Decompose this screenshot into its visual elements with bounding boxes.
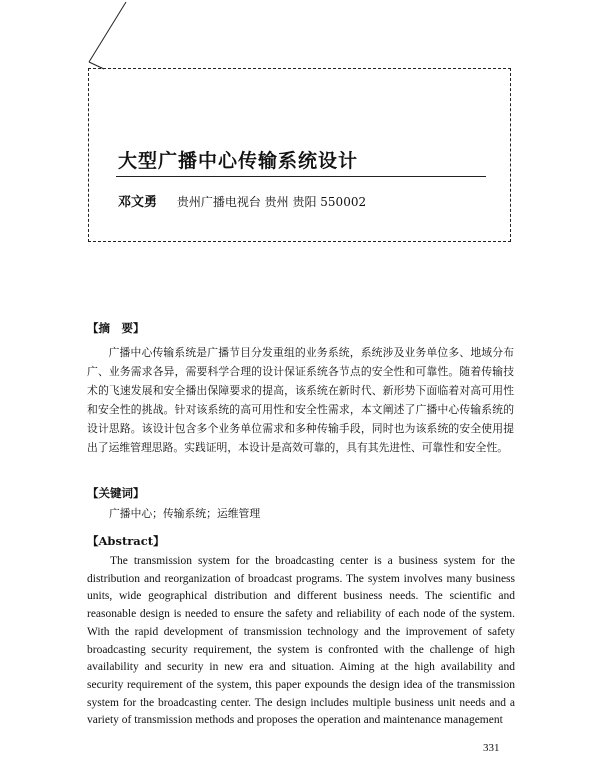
keywords-heading: 【关键词】	[87, 486, 145, 500]
author-line	[118, 191, 366, 210]
page-number: 331	[483, 742, 500, 754]
author-name: 邓文勇	[118, 195, 158, 210]
abstract-en-text: The transmission system for the broadcasting center is a business system for the distribution and reorganization of broadcast programs. The system involves many business units, wide geographical distribution and different business needs. The scientific and reasonable design is needed to ensure the safety and reliability of each node of the system. With the rapid development of transmission technology and the improvement of safety broadcasting security requirement, the system is confronted with the challenge of high availability and security in new era and situation. Aiming at the high availability and security requirement of the system, this paper expounds the design idea of the transmission system for the broadcasting center. The design includes multiple business unit needs and a variety of transmission methods and proposes the operation and maintenance management	[87, 555, 515, 727]
abstract-cn-text: 广播中心传输系统是广播节目分发重组的业务系统，系统涉及业务单位多、地域分布广、业务需求各异，需要科学合理的设计保证系统各节点的安全性和可靠性。随着传输技术的飞速发展和安全播出保障要求的提高，该系统在新时代、新形势下面临着对高可用性和安全性的挑战。针对该系统的高可用性和安全性需求，本文阐述了广播中心传输系统的设计思路。该设计包含多个业务单位需求和多种传输手段，同时也为该系统的安全使用提出了运维管理思路。实践证明，本设计是高效可靠的，具有其先进性、可靠性和安全性。	[87, 346, 514, 454]
abstract-en-heading: 【Abstract】	[87, 534, 165, 548]
paper-title: 大型广播中心传输系统设计	[118, 150, 359, 172]
keywords-text: 广播中心；传输系统；运维管理	[109, 507, 261, 520]
title-divider	[116, 176, 486, 177]
author-affiliation: 贵州广播电视台 贵州 贵阳 550002	[176, 195, 367, 209]
abstract-cn-heading: 【摘 要】	[87, 321, 145, 335]
